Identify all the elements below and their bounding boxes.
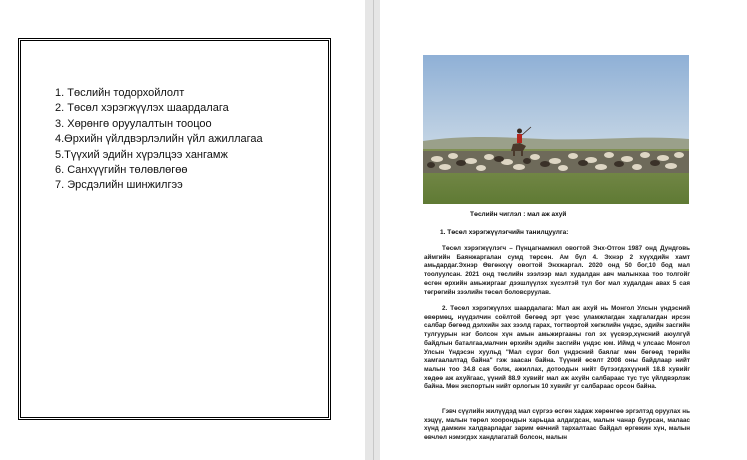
paragraph-3: Гэвч сүүлийн жилүүдэд мал сүргээ өсгөн хадаж хөрөнгөө эргэлтэд оруулах нь хэцүү, малын төрөл хоорондын харьцаа алдагдсан, малын чанар буурсан, малаас хүнд дамжин халдварладаг зарим өвчний тархалтаас байдал өргөжин хүн, малын өвчлөл нэмэгдэх хандлагатай болсон, малын: [424, 408, 690, 442]
toc-item-6: 6. Санхүүгийн төлөвлөгөө: [55, 163, 188, 176]
toc-item-7: 7. Эрсдэлийн шинжилгээ: [55, 179, 183, 192]
section-heading-1: 1. Төсөл хэрэгжүүлэгчийн танилцуулга:: [440, 229, 569, 236]
toc-item-5: 5.Түүхий эдийн хүрэлцээ хангамж: [55, 148, 228, 161]
herder-with-sheep-photo: [423, 55, 689, 204]
paragraph-2: 2. Төсөл хэрэгжүүлэх шаардалага: Мал аж ахуй нь Монгол Улсын үндэсний өвөрмөц, нүүдэлчин соёлтой бөгөөд эрт үеэс уламжлагдан хадгалагдан ирсэн салбар бөгөөд дэлхийн зах зээлд гарах, тогтвортой хөгжлийн үндэс, эдийн засгийн тулгуурын нэг болсон хүн амын амьжиргааны гол эх үүсвэр,хүнсний аюулгүй байдлын баталгаа,малчин өрхийн эдийн засгийн үндэс юм. Иймд ч улсаас Монгол Улсын Үндэсэн хуульд "Мал сүрэг бол үндэсний баялаг мөн бөгөөд төрийн хамгаалалтад байна" гэж заасан байна. Түүний өсөлт 2008 оны байдлаар нийт малын тоо 34.8 сая болж, ажиллах, дотоодын нийт бүтээгдэхүүний 18.8 хувийг хөдөө аж ахуйгаас, үүний 88.9 хувийг мал аж ахуйн салбараас тус тус үйлдвэрлэж байна. Мөн экспортын нийт орлогын 10 хувийг уг салбараас орсон байна.: [424, 305, 690, 391]
toc-item-1: 1. Төслийн тодорхойлолт: [55, 87, 185, 99]
paragraph-1: Төсөл хэрэгжүүлэгч – Пүнцагнамжил овогтой Энх-Отгон 1987 онд Дундговь аймгийн Баянжаргалан сумд төрсөн. Ам бүл 4. Эхнэр 2 хүүхдийн хамт амьдардаг.Эхнэр Өвгөнхүү овогтой Энхжаргал. 2020 онд 50 бог,10 бод мал тоолуулсан. 2021 онд төслийн зээлээр мал худалдан авч малынхаа тоо толгойг өсгөн өрхийн амьжиргааг дээшлүүлэх хүсэлтэй тул бог мал худалдан авах 5 сая төгрөгийн зээлийн төсөл боловсруулав.: [424, 245, 690, 296]
toc-item-4: 4.Өрхийн үйлдвэрлэлийн үйл ажиллагаа: [55, 133, 263, 146]
table-of-contents: [55, 86, 325, 194]
photo-caption: Төслийн чиглэл : мал аж ахуй: [470, 211, 567, 218]
left-page: [0, 0, 365, 460]
toc-item-3: 3. Хөрөнгө оруулалтын тооцоо: [55, 117, 212, 130]
toc-item-2: 2. Төсөл хэрэгжүүлэх шаардалага: [55, 102, 229, 115]
gutter-divider: [373, 0, 374, 460]
